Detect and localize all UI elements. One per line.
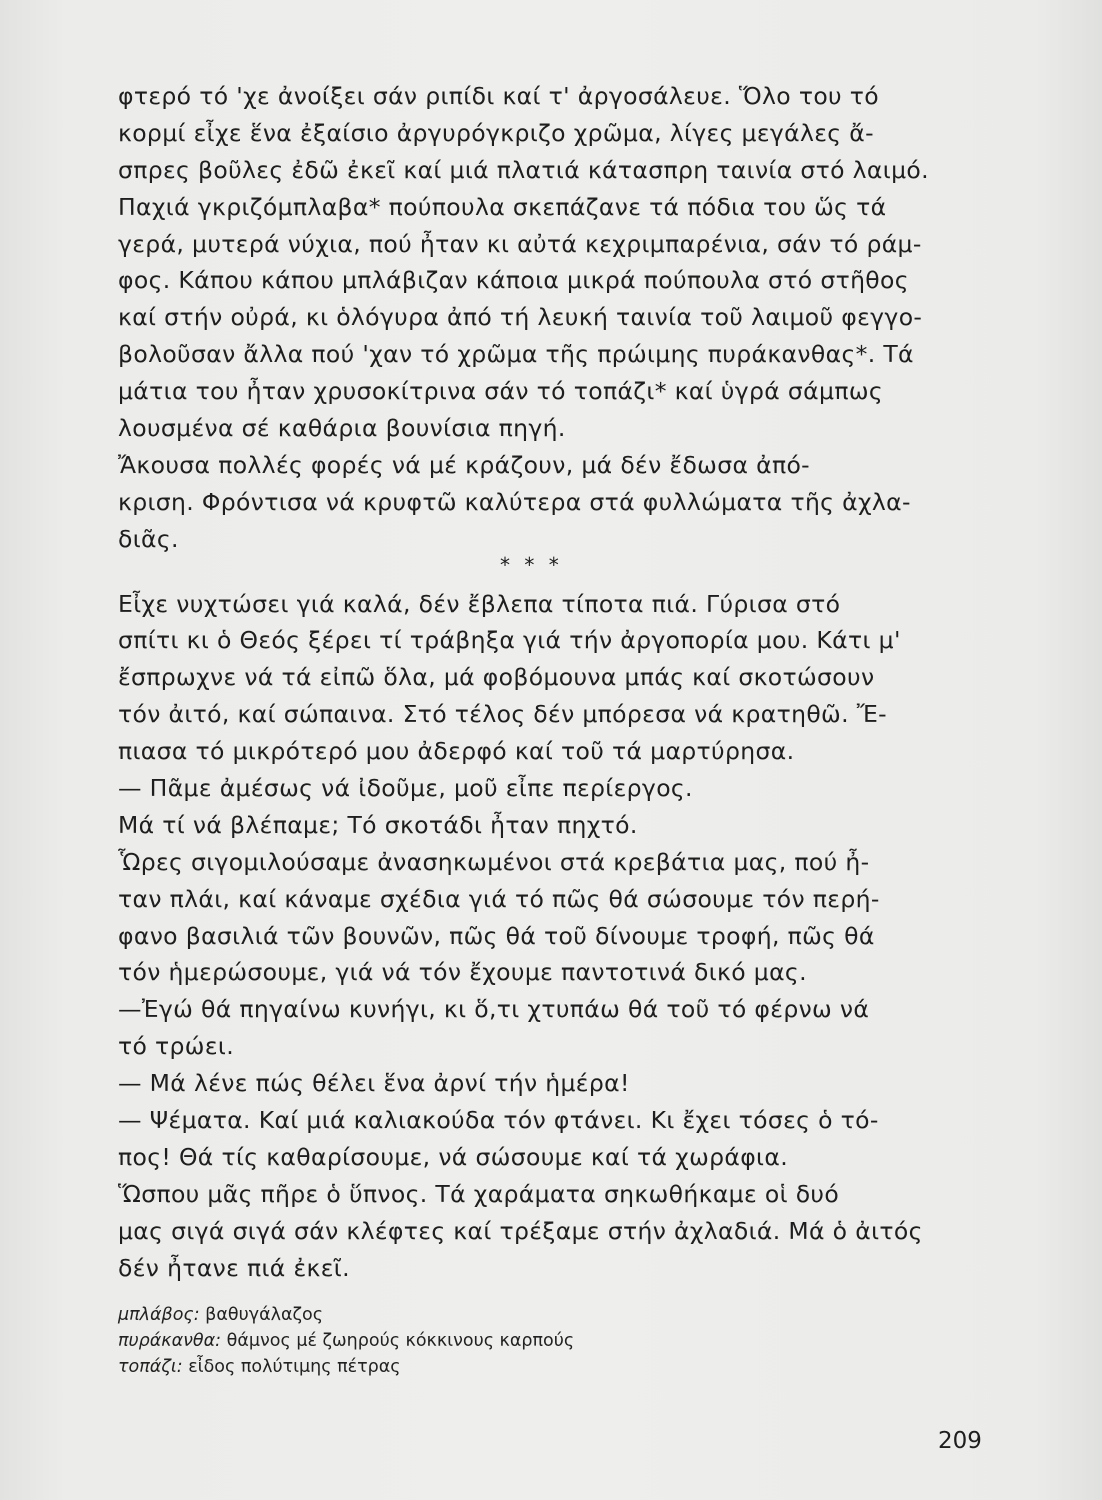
text-line: Ὧρες σιγομιλούσαμε ἀνασηκωμένοι στά κρεβάτια μας, πού ἦ- [118,847,870,876]
footnote [118,1302,574,1328]
text-line: φτερό τό 'χε ἀνοίξει σάν ριπίδι καί τ' ἀργοσάλευε. Ὅλο του τό [118,82,880,110]
text-line: κορμί εἶχε ἕνα ἐξαίσιο ἀργυρόγκριζο χρῶμα, λίγες μεγάλες ἄ- [118,118,874,147]
text-line: μάτια του ἦταν χρυσοκίτρινα σάν τό τοπάζι* καί ὑγρά σάμπως [118,377,883,406]
footnote-definition: θάμνος μέ ζωηρούς κόκκινους καρπούς [221,1331,575,1351]
footnote [118,1328,574,1354]
footnote-definition: βαθυγάλαζος [199,1305,323,1325]
text-line: δέν ἦτανε πιά ἐκεῖ. [118,1253,350,1282]
text-line: Παχιά γκριζόμπλαβα* πούπουλα σκεπάζανε τά πόδια του ὥς τά [118,192,887,221]
text-line: ἔσπρωχνε νά τά εἰπῶ ὅλα, μά φοβόμουνα μπάς καί σκοτώσουν [118,663,875,692]
text-line: — Ψέματα. Καί μιά καλιακούδα τόν φτάνει. Κι ἔχει τόσες ὁ τό- [118,1106,879,1135]
footnote [118,1354,574,1380]
footnote-term: μπλάβος: [118,1305,200,1325]
text-line: γερά, μυτερά νύχια, πού ἦταν κι αὐτά κεχριμπαρένια, σάν τό ράμ- [118,229,922,258]
section-separator: * * * [500,553,563,577]
body-text [118,78,980,1287]
text-line: Ἄκουσα πολλές φορές νά μέ κράζουν, μά δέν ἔδωσα ἀπό- [118,450,811,479]
text-line: ταν πλάι, καί κάναμε σχέδια γιά τό πῶς θά σώσουμε τόν περή- [118,884,880,913]
text-line: διᾶς. [118,524,179,553]
text-line: τόν ἀιτό, καί σώπαινα. Στό τέλος δέν μπόρεσα νά κρατηθῶ. Ἔ- [118,700,888,729]
page-number: 209 [938,1428,982,1454]
text-line: βολοῦσαν ἄλλα πού 'χαν τό χρῶμα τῆς πρώιμης πυράκανθας*. Τά [118,340,914,369]
text-line: πιασα τό μικρότερό μου ἀδερφό καί τοῦ τά μαρτύρησα. [118,737,795,766]
text-line: φανο βασιλιά τῶν βουνῶν, πῶς θά τοῦ δίνουμε τροφή, πῶς θά [118,921,875,950]
text-line: φος. Κάπου κάπου μπλάβιζαν κάποια μικρά πούπουλα στό στῆθος [118,266,909,295]
footnote-term: τοπάζι: [118,1357,183,1377]
text-line: σπίτι κι ὁ Θεός ξέρει τί τράβηξα γιά τήν ἀργοπορία μου. Κάτι μ' [118,626,901,655]
footnote-term: πυράκανθα: [118,1331,222,1351]
text-line: τό τρώει. [118,1032,235,1061]
text-line: — Πᾶμε ἀμέσως νά ἰδοῦμε, μοῦ εἶπε περίεργος. [118,774,693,803]
text-line: σπρες βοῦλες ἐδῶ ἐκεῖ καί μιά πλατιά κάτασπρη ταινία στό λαιμό. [118,155,929,184]
text-line: Μά τί νά βλέπαμε; Τό σκοτάδι ἦταν πηχτό. [118,810,638,839]
footnote-definition: εἶδος πολύτιμης πέτρας [182,1357,401,1377]
footnotes [118,1302,574,1380]
text-line: κριση. Φρόντισα νά κρυφτῶ καλύτερα στά φυλλώματα τῆς ἀχλα- [118,487,911,516]
text-line: λουσμένα σέ καθάρια βουνίσια πηγή. [118,414,566,443]
text-line: Εἶχε νυχτώσει γιά καλά, δέν ἔβλεπα τίποτα πιά. Γύρισα στό [118,589,841,618]
text-line: Ὥσπου μᾶς πῆρε ὁ ὕπνος. Τά χαράματα σηκωθήκαμε οἱ δυό [118,1179,840,1208]
text-line: — Μά λένε πώς θέλει ἕνα ἀρνί τήν ἡμέρα! [118,1069,630,1098]
text-line: —Ἐγώ θά πηγαίνω κυνήγι, κι ὅ,τι χτυπάω θά τοῦ τό φέρνω νά [118,995,870,1024]
text-line: πος! Θά τίς καθαρίσουμε, νά σώσουμε καί τά χωράφια. [118,1142,789,1171]
text-line: τόν ἡμερώσουμε, γιά νά τόν ἔχουμε παντοτινά δικό μας. [118,958,807,987]
text-line: καί στήν οὐρά, κι ὁλόγυρα ἀπό τή λευκή ταινία τοῦ λαιμοῦ φεγγο- [118,303,923,332]
text-line: μας σιγά σιγά σάν κλέφτες καί τρέξαμε στήν ἀχλαδιά. Μά ὁ ἀιτός [118,1216,923,1245]
